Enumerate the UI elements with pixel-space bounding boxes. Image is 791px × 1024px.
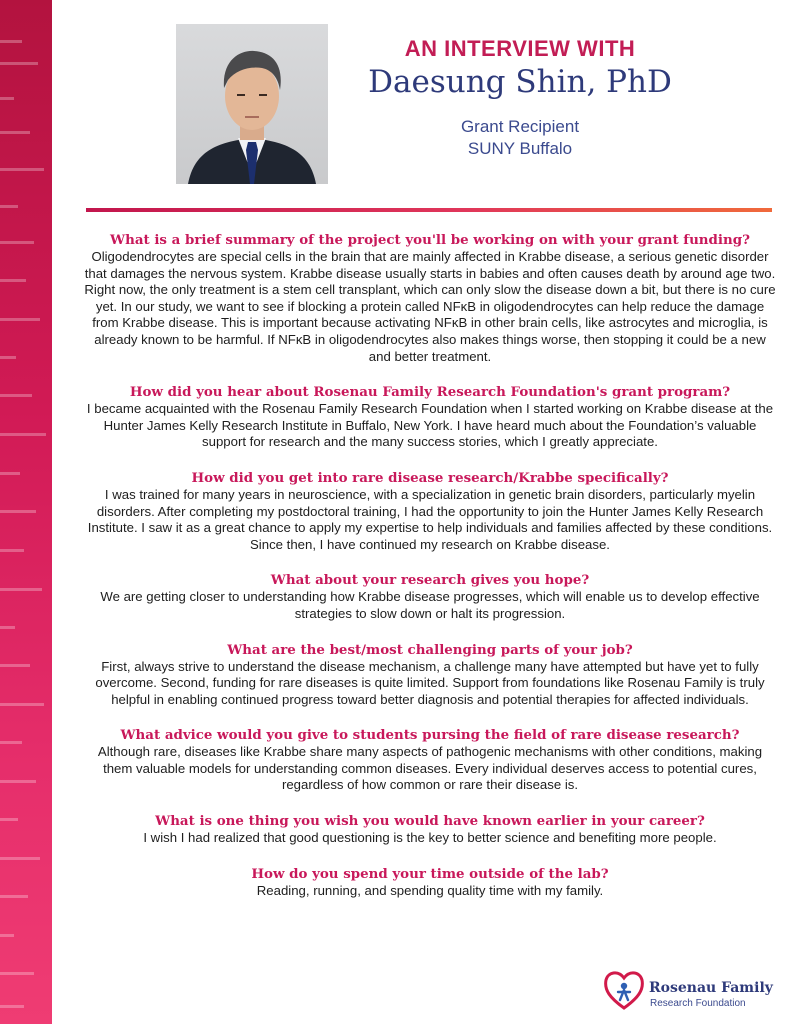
- question: How do you spend your time outside of the lab?: [251, 865, 609, 882]
- question: What is a brief summary of the project you'll be working on with your grant funding?: [110, 232, 750, 248]
- header-divider: [86, 208, 772, 212]
- role-line-title: Grant Recipient: [460, 117, 580, 136]
- title-block: [330, 36, 710, 160]
- portrait-photo: [176, 24, 328, 184]
- qa-block: [82, 572, 778, 622]
- interview-content: [82, 232, 778, 918]
- answer: Reading, running, and spending quality time with my family.: [256, 882, 604, 898]
- answer: Oligodendrocytes are special cells in the brain that are mainly affected in Krabbe disease, a serious genetic disorder that damages the nervous system. Krabbe disease usually starts in babies and often causes death by around age two. Right now, the only treatment is a stem cell transplant, which can only slow the disease down a bit, but there is no cure yet. In our study, we want to see if blocking a protein called NFκB in oligodendrocytes can help reduce the damage from Krabbe disease. This is important because activating NFκB in other brain cells, like astrocytes and microglia, is already known to be harmful. If NFκB in oligodendrocytes also makes things worse, then stopping it could be a new and better treatment.: [84, 249, 776, 364]
- qa-block: [82, 866, 778, 900]
- interview-kicker: AN INTERVIEW WITH: [404, 36, 636, 61]
- heart-logo-icon: [602, 966, 646, 1012]
- qa-block: [82, 813, 778, 847]
- question: What about your research gives you hope?: [270, 572, 590, 589]
- answer: I was trained for many years in neuroscience, with a specialization in genetic brain disorders, particularly myelin disorders. After completing my postdoctoral training, I had the opportunity to join the Hunter James Kelly Research Institute. I saw it as a great chance to apply my expertise to help individuals and families affected by these conditions. Since then, I have continued my research on Krabbe disease.: [87, 486, 773, 552]
- question: What are the best/most challenging parts of your job?: [227, 641, 633, 658]
- logo-name: Rosenau Family: [649, 980, 773, 996]
- answer: First, always strive to understand the disease mechanism, a challenge many have attempted but have yet to fully overcome. Second, funding for rare diseases is quite limited. Support from foundations like Rosenau Family is truly helpful in enabling continued progress toward better diagnosis and potential therapies for affected individuals.: [95, 658, 765, 707]
- answer: Although rare, diseases like Krabbe share many aspects of pathogenic mechanisms with other conditions, making them valuable models for understanding common diseases. Every individual deserves access to potential cures, regardless of how common or rare their disease is.: [97, 744, 763, 793]
- qa-block: [82, 470, 778, 553]
- foundation-logo: [602, 966, 782, 1016]
- question: What advice would you give to students pursing the field of rare disease research?: [120, 727, 740, 744]
- question: How did you get into rare disease research/Krabbe specifically?: [191, 469, 669, 486]
- question: What is one thing you wish you would have known earlier in your career?: [155, 813, 705, 830]
- qa-block: [82, 642, 778, 709]
- answer: We are getting closer to understanding how Krabbe disease progresses, which will enable us to develop effective strategies to slow down or halt its progression.: [100, 589, 760, 621]
- logo-subtitle: Research Foundation: [650, 998, 746, 1009]
- side-decorative-band: [0, 0, 52, 1024]
- qa-block: [82, 384, 778, 451]
- interviewee-role: [330, 116, 710, 160]
- answer: I became acquainted with the Rosenau Family Research Foundation when I started working on Krabbe disease at the Hunter James Kelly Research Institute in Buffalo, New York. I have heard much about the Foundation’s valuable support for research and the many success stories, which I greatly appreciate.: [86, 401, 774, 450]
- interviewee-name: Daesung Shin, PhD: [368, 64, 672, 100]
- role-line-institution: SUNY Buffalo: [467, 139, 573, 158]
- answer: I wish I had realized that good questioning is the key to better science and benefiting more people.: [143, 830, 717, 846]
- qa-block: [82, 727, 778, 794]
- question: How did you hear about Rosenau Family Research Foundation's grant program?: [129, 384, 731, 401]
- qa-block: [82, 232, 778, 365]
